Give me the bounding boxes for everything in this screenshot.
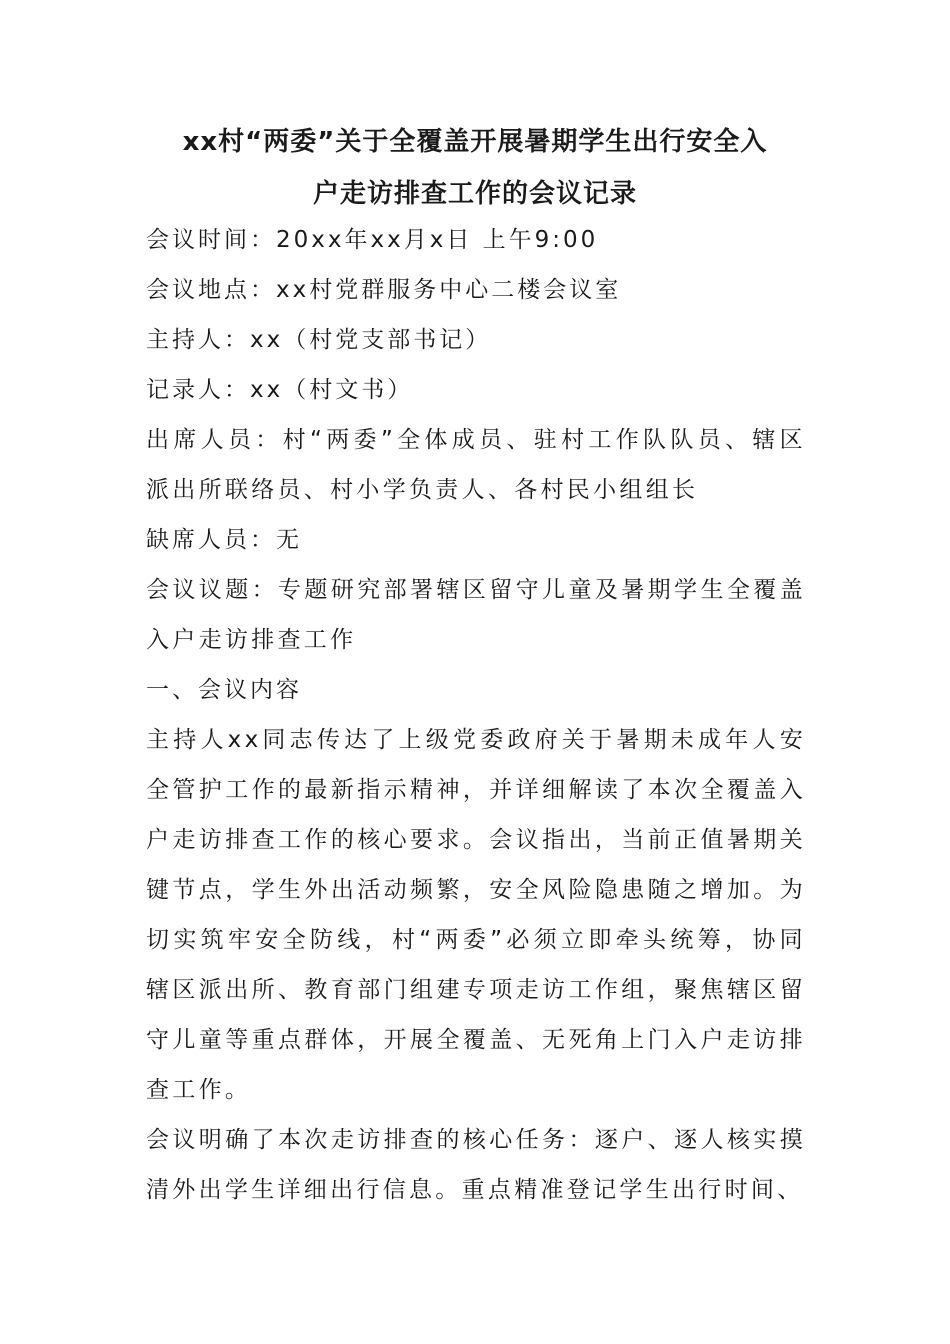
document-title — [120, 116, 830, 220]
paragraph-content-2: 会议明确了本次走访排查的核心任务：逐户、逐人核实摸清外出学生详细出行信息。重点精准登记学生出行时间、 — [146, 1127, 806, 1203]
title-line-1: xx村“两委”关于全覆盖开展暑期学生出行安全入 — [182, 127, 768, 157]
meeting-recorder: 记录人：xx（村文书） — [146, 377, 414, 403]
meeting-time: 会议时间：20xx年xx月x日 上午9:00 — [146, 227, 599, 253]
meeting-absentees: 缺席人员：无 — [146, 527, 302, 553]
meeting-place: 会议地点：xx村党群服务中心二楼会议室 — [146, 277, 622, 303]
document-body — [146, 215, 806, 1215]
title-line-2: 户走访排查工作的会议记录 — [312, 179, 637, 209]
section-heading-content: 一、会议内容 — [146, 677, 302, 703]
paragraph-content-1: 主持人xx同志传达了上级党委政府关于暑期未成年人安全管护工作的最新指示精神，并详细解读了本次全覆盖入户走访排查工作的核心要求。会议指出，当前正值暑期关键节点，学生外出活动频繁，安全风险隐患随之增加。为切实筑牢安全防线，村“两委”必须立即牵头统筹，协同辖区派出所、教育部门组建专项走访工作组，聚焦辖区留守儿童等重点群体，开展全覆盖、无死角上门入户走访排查工作。 — [146, 727, 806, 1103]
meeting-host: 主持人：xx（村党支部书记） — [146, 327, 492, 353]
meeting-attendees: 出席人员：村“两委”全体成员、驻村工作队队员、辖区派出所联络员、村小学负责人、各村民小组组长 — [146, 427, 806, 503]
meeting-topic: 会议议题：专题研究部署辖区留守儿童及暑期学生全覆盖入户走访排查工作 — [146, 577, 806, 653]
